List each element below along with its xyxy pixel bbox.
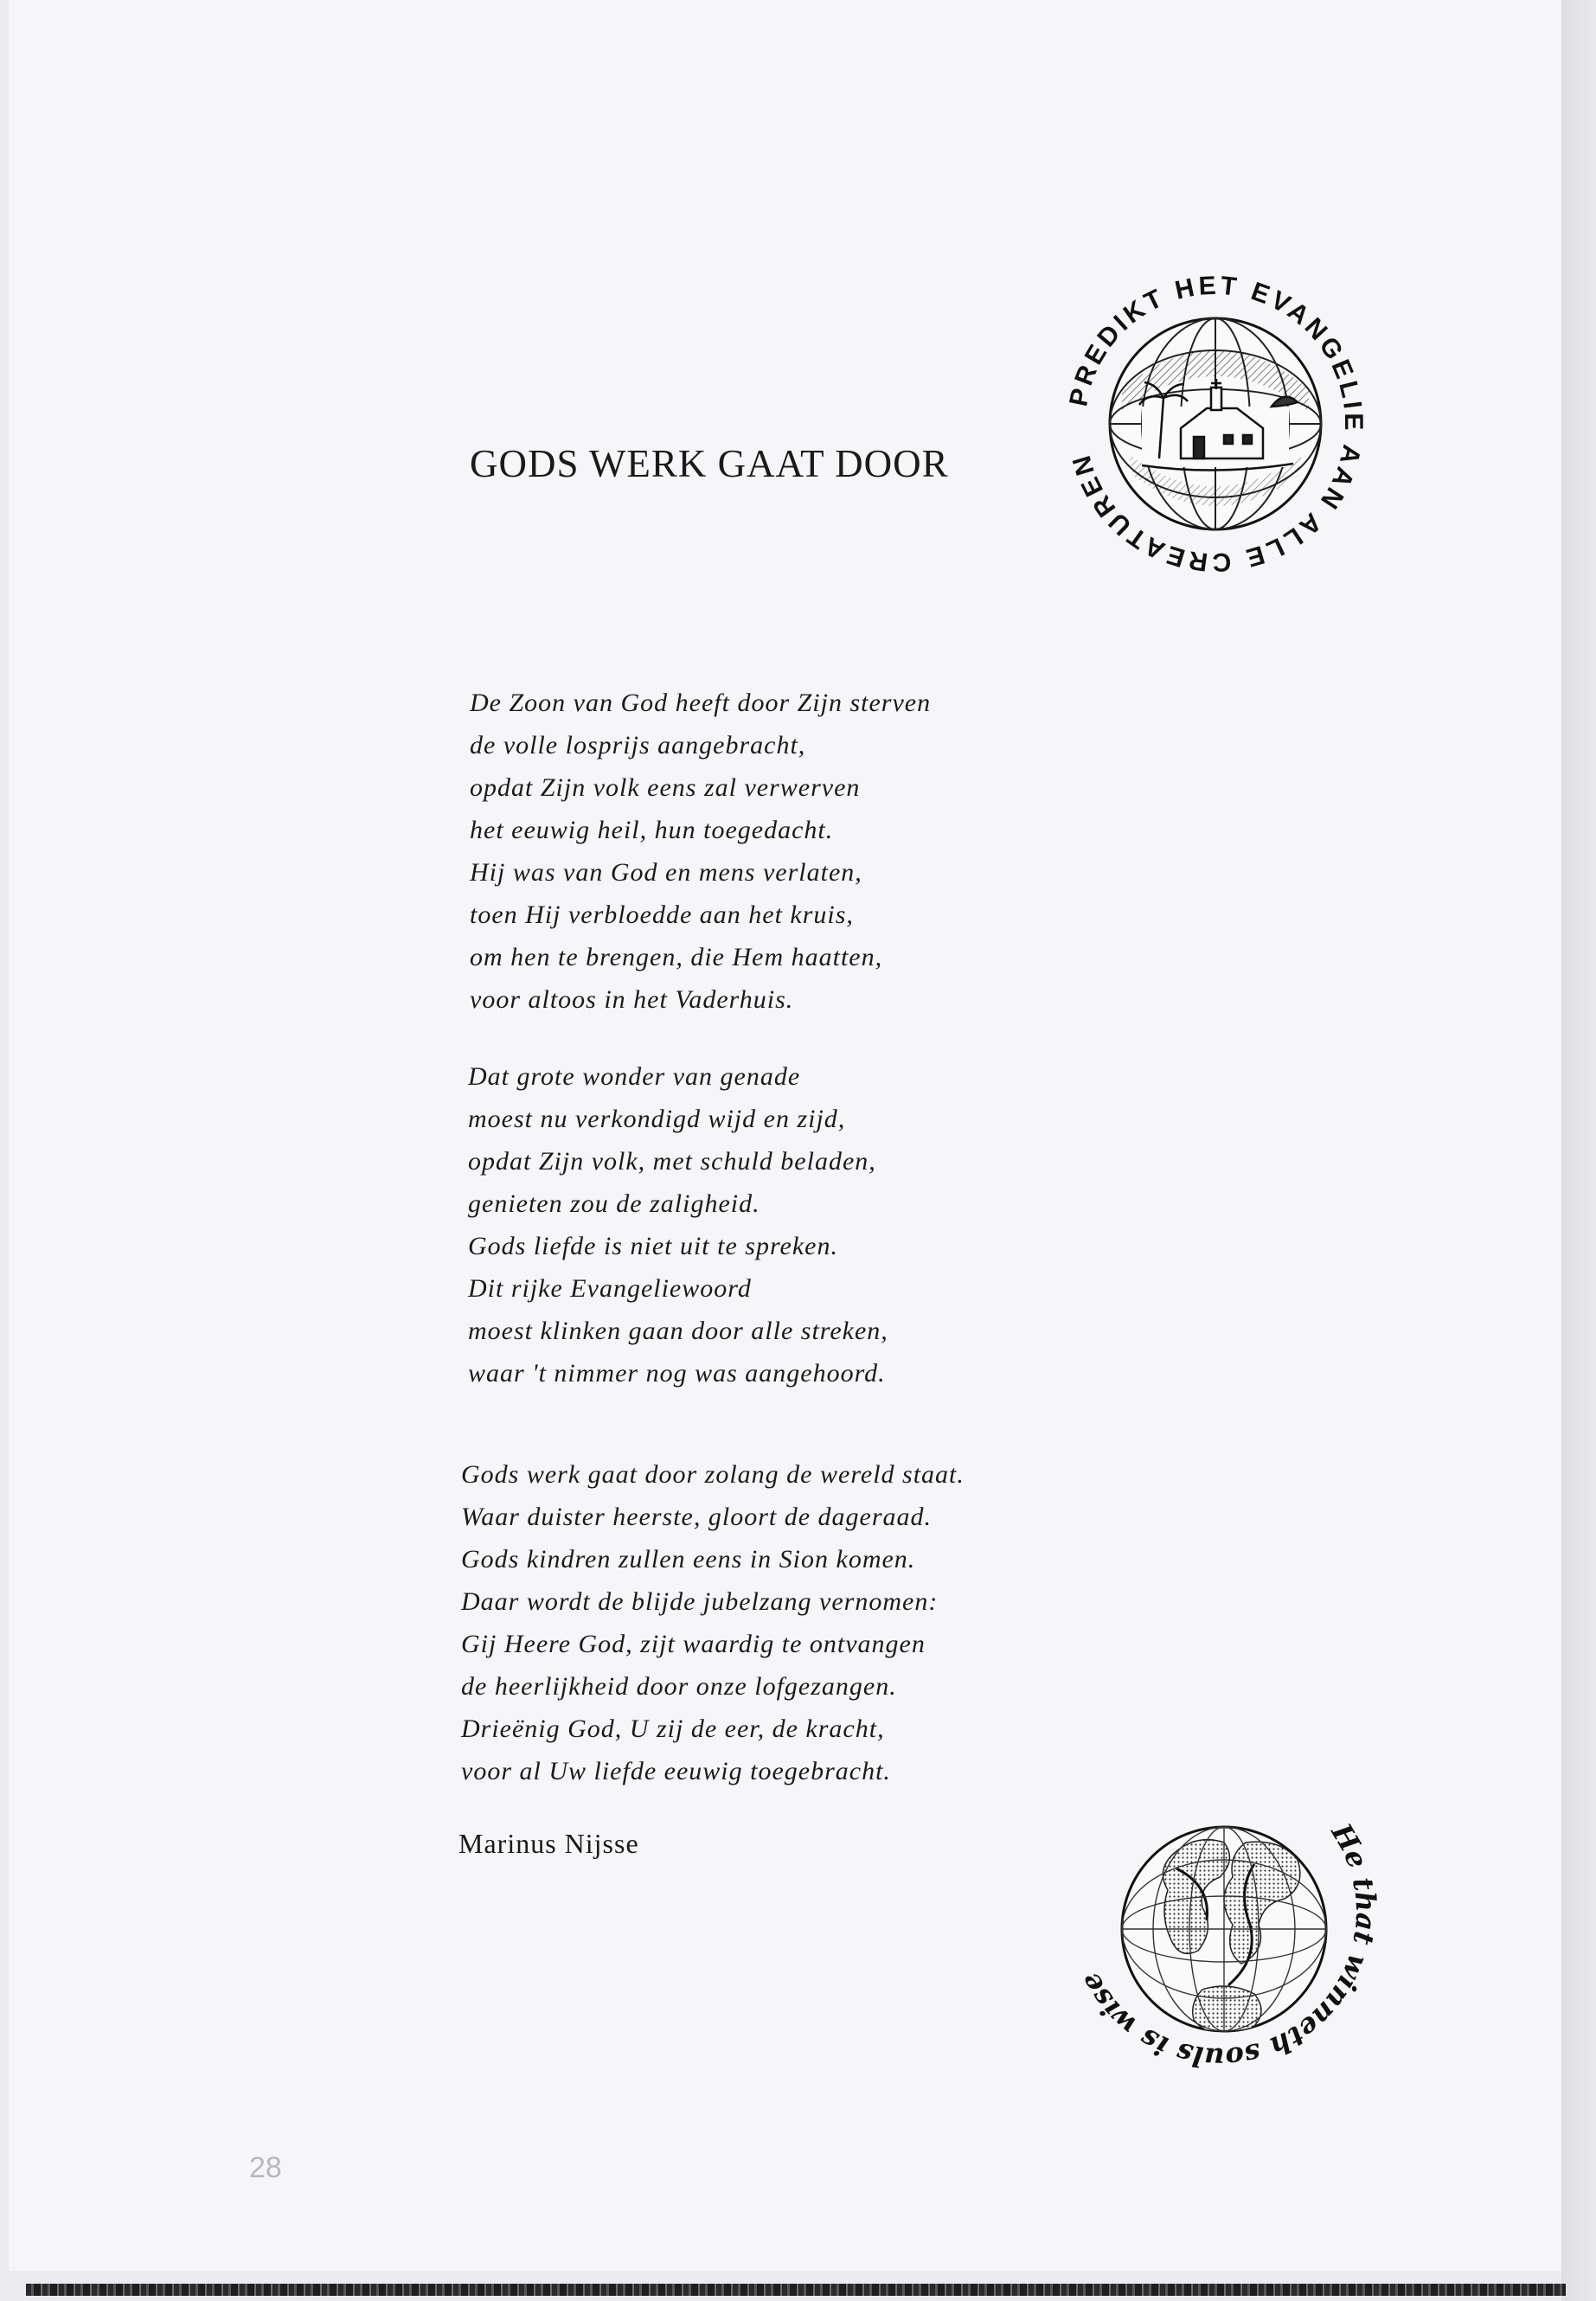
poem-line: Dat grote wonder van genade	[468, 1062, 801, 1091]
page-edge-shadow	[1561, 0, 1596, 2301]
poem-author: Marinus Nijsse	[458, 1828, 639, 1859]
poem-stanza-2	[468, 1055, 888, 1394]
poem-line: opdat Zijn volk eens zal verwerven	[470, 773, 861, 802]
poem-line: voor al Uw liefde eeuwig toegebracht.	[461, 1757, 891, 1785]
poem-stanza-1	[470, 682, 931, 1021]
poem-stanza-3	[461, 1453, 965, 1792]
emblem-bottom-art	[1047, 1739, 1393, 2085]
poem-line: De Zoon van God heeft door Zijn sterven	[470, 689, 932, 717]
globe-motto-emblem-icon	[1047, 1739, 1393, 2085]
poem-line: Drieënig God, U zij de eer, de kracht,	[461, 1715, 885, 1743]
emblem-top-text: PREDIKT HET EVANGELIE AAN ALLE CREATUREN	[1064, 271, 1368, 577]
emblem-top-art	[1051, 260, 1380, 588]
poem-line: Dit rijke Evangeliewoord	[468, 1274, 752, 1303]
poem-line: Waar duister heerste, gloort de dageraad.	[461, 1503, 933, 1531]
poem-line: genieten zou de zaligheid.	[468, 1189, 760, 1218]
poem-line: waar 't nimmer nog was aangehoord.	[468, 1359, 886, 1388]
poem-line: Daar wordt de blijde jubelzang vernomen:	[461, 1587, 939, 1616]
poem-line: Gij Heere God, zijt waardig te ontvangen	[461, 1630, 926, 1658]
poem-line: voor altoos in het Vaderhuis.	[470, 985, 794, 1014]
poem-line: de volle losprijs aangebracht,	[470, 731, 806, 760]
poem-line: moest nu verkondigd wijd en zijd,	[468, 1105, 846, 1133]
globe-mission-emblem-icon	[1051, 260, 1380, 588]
poem-line: het eeuwig heil, hun toegedacht.	[470, 816, 834, 844]
poem-line: opdat Zijn volk, met schuld beladen,	[468, 1147, 876, 1176]
poem-line: Gods liefde is niet uit te spreken.	[468, 1232, 838, 1260]
poem-line: Gods kindren zullen eens in Sion komen.	[461, 1545, 916, 1574]
poem-line: toen Hij verbloedde aan het kruis,	[470, 901, 854, 929]
poem-line: Gods werk gaat door zolang de wereld staat.	[461, 1460, 965, 1489]
page-title: GODS WERK GAAT DOOR	[470, 442, 949, 485]
poem-line: om hen te brengen, die Hem haatten,	[470, 943, 883, 971]
page-number: 28	[249, 2151, 282, 2184]
poem-line: de heerlijkheid door onze lofgezangen.	[461, 1672, 897, 1701]
poem-line: Hij was van God en mens verlaten,	[470, 858, 862, 887]
emblem-bottom-text: He that winneth souls is wise	[1073, 1817, 1383, 2075]
poem-line: moest klinken gaan door alle streken,	[468, 1317, 888, 1345]
scan-bottom-edge	[26, 2284, 1566, 2296]
